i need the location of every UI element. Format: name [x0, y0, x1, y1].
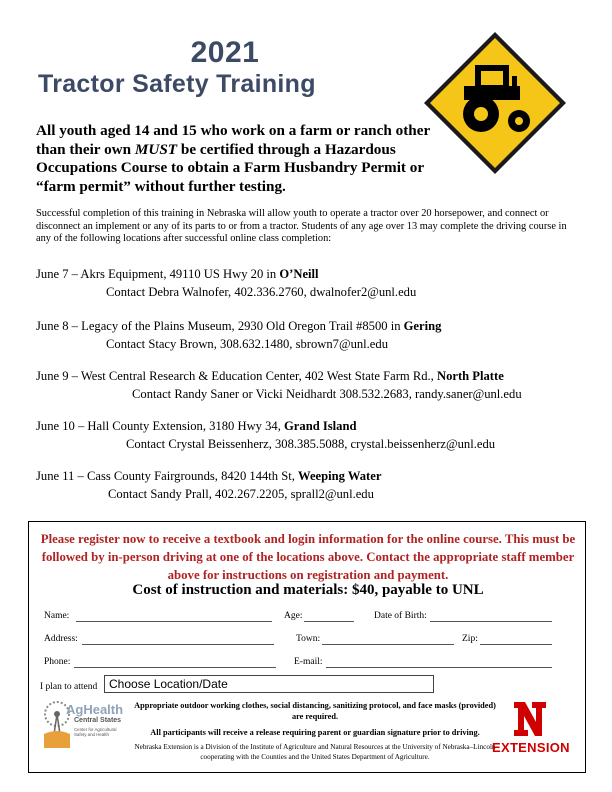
- location-line: June 7 – Akrs Equipment, 49110 US Hwy 20 in: [36, 267, 280, 281]
- footer-disclaimer: Nebraska Extension is a Division of the Institute of Agriculture and Natural Resources at the University of Nebraska–Lincoln cooperating with the Counties and the United States Department of Agriculture.: [134, 743, 496, 761]
- registration-notice: Please register now to receive a textbook and login information for the online course. This must be followed by in-person driving at one of the locations above. Contact the appropriate staff member above for instructions on registration and payment.: [40, 532, 576, 582]
- location-date-select[interactable]: Choose Location/Date: [104, 675, 434, 693]
- requirements-note: Appropriate outdoor working clothes, social distancing, sanitizing protocol, and face masks (provided) are required.: [134, 701, 496, 721]
- location-item: [36, 467, 381, 503]
- location-item: [36, 317, 441, 353]
- address-label: Address:: [44, 634, 78, 644]
- location-line: June 9 – West Central Research & Education Center, 402 West State Farm Rd.,: [36, 369, 437, 383]
- location-line: June 11 – Cass County Fairgrounds, 8420 144th St,: [36, 469, 299, 483]
- age-field[interactable]: [304, 621, 354, 622]
- dob-field[interactable]: [430, 621, 552, 622]
- town-label: Town:: [296, 634, 321, 644]
- name-label: Name:: [44, 611, 70, 621]
- location-contact: Contact Debra Walnofer, 402.336.2760, dwalnofer2@unl.edu: [106, 285, 417, 299]
- extension-wordmark: EXTENSION: [492, 740, 570, 755]
- dob-label: Date of Birth:: [374, 611, 427, 621]
- description-paragraph: Successful completion of this training in Nebraska will allow youth to operate a tractor over 20 horsepower, and connect or disconnect an implement or any of its parts to or from a tractor. Students of any age over 13 may complete the driving course in any of the following locations after successful online class completion:: [36, 208, 567, 245]
- location-city: North Platte: [436, 369, 504, 383]
- location-contact: Contact Sandy Prall, 402.267.2205, sprall2@unl.edu: [108, 487, 374, 501]
- zip-field[interactable]: [480, 644, 552, 645]
- aghealth-tagline: Center for Agricultural Safety and Health: [74, 727, 117, 737]
- aghealth-title: AgHealth: [66, 702, 124, 717]
- email-field[interactable]: [326, 667, 552, 668]
- location-item: [36, 265, 416, 301]
- cost-line: Cost of instruction and materials: $40, payable to UNL: [132, 582, 484, 598]
- name-field[interactable]: [76, 621, 272, 622]
- phone-label: Phone:: [44, 657, 71, 667]
- location-city: Gering: [403, 319, 442, 333]
- location-item: [36, 417, 495, 453]
- intro-emphasis: MUST: [134, 140, 178, 158]
- page-year: 2021: [190, 36, 260, 69]
- intro-statement: [36, 122, 456, 196]
- location-contact: Contact Crystal Beissenherz, 308.385.5088, crystal.beissenherz@unl.edu: [126, 437, 496, 451]
- location-city: O’Neill: [279, 267, 319, 281]
- location-city: Weeping Water: [298, 469, 382, 483]
- nebraska-extension-logo: [492, 700, 568, 762]
- address-field[interactable]: [82, 644, 274, 645]
- location-contact: Contact Stacy Brown, 308.632.1480, sbrown7@unl.edu: [106, 337, 388, 351]
- aghealth-logo: [40, 700, 130, 750]
- email-label: E-mail:: [294, 657, 323, 667]
- nebraska-n-icon: [512, 700, 548, 738]
- location-item: [36, 367, 522, 403]
- intro-part1: All youth aged 14 and 15 who work on a farm or ranch other than their own: [36, 122, 430, 158]
- town-field[interactable]: [322, 644, 454, 645]
- zip-label: Zip:: [462, 634, 478, 644]
- page-title: Tractor Safety Training: [38, 70, 316, 98]
- location-contact: Contact Randy Saner or Vicki Neidhardt 308.532.2683, randy.saner@unl.edu: [132, 387, 522, 401]
- location-line: June 10 – Hall County Extension, 3180 Hwy 34,: [36, 419, 285, 433]
- aghealth-subtitle: Central States: [74, 717, 122, 724]
- release-note: All participants will receive a release requiring parent or guardian signature prior to driving.: [150, 728, 480, 737]
- phone-field[interactable]: [74, 667, 276, 668]
- age-label: Age:: [284, 611, 303, 621]
- intro-part2: be certified through a Hazardous Occupations Course to obtain a Farm Husbandry Permit or “farm permit” without further testing.: [36, 140, 424, 195]
- location-city: Grand Island: [284, 419, 357, 433]
- location-line: June 8 – Legacy of the Plains Museum, 2930 Old Oregon Trail #8500 in: [36, 319, 404, 333]
- attend-label: I plan to attend: [40, 682, 98, 692]
